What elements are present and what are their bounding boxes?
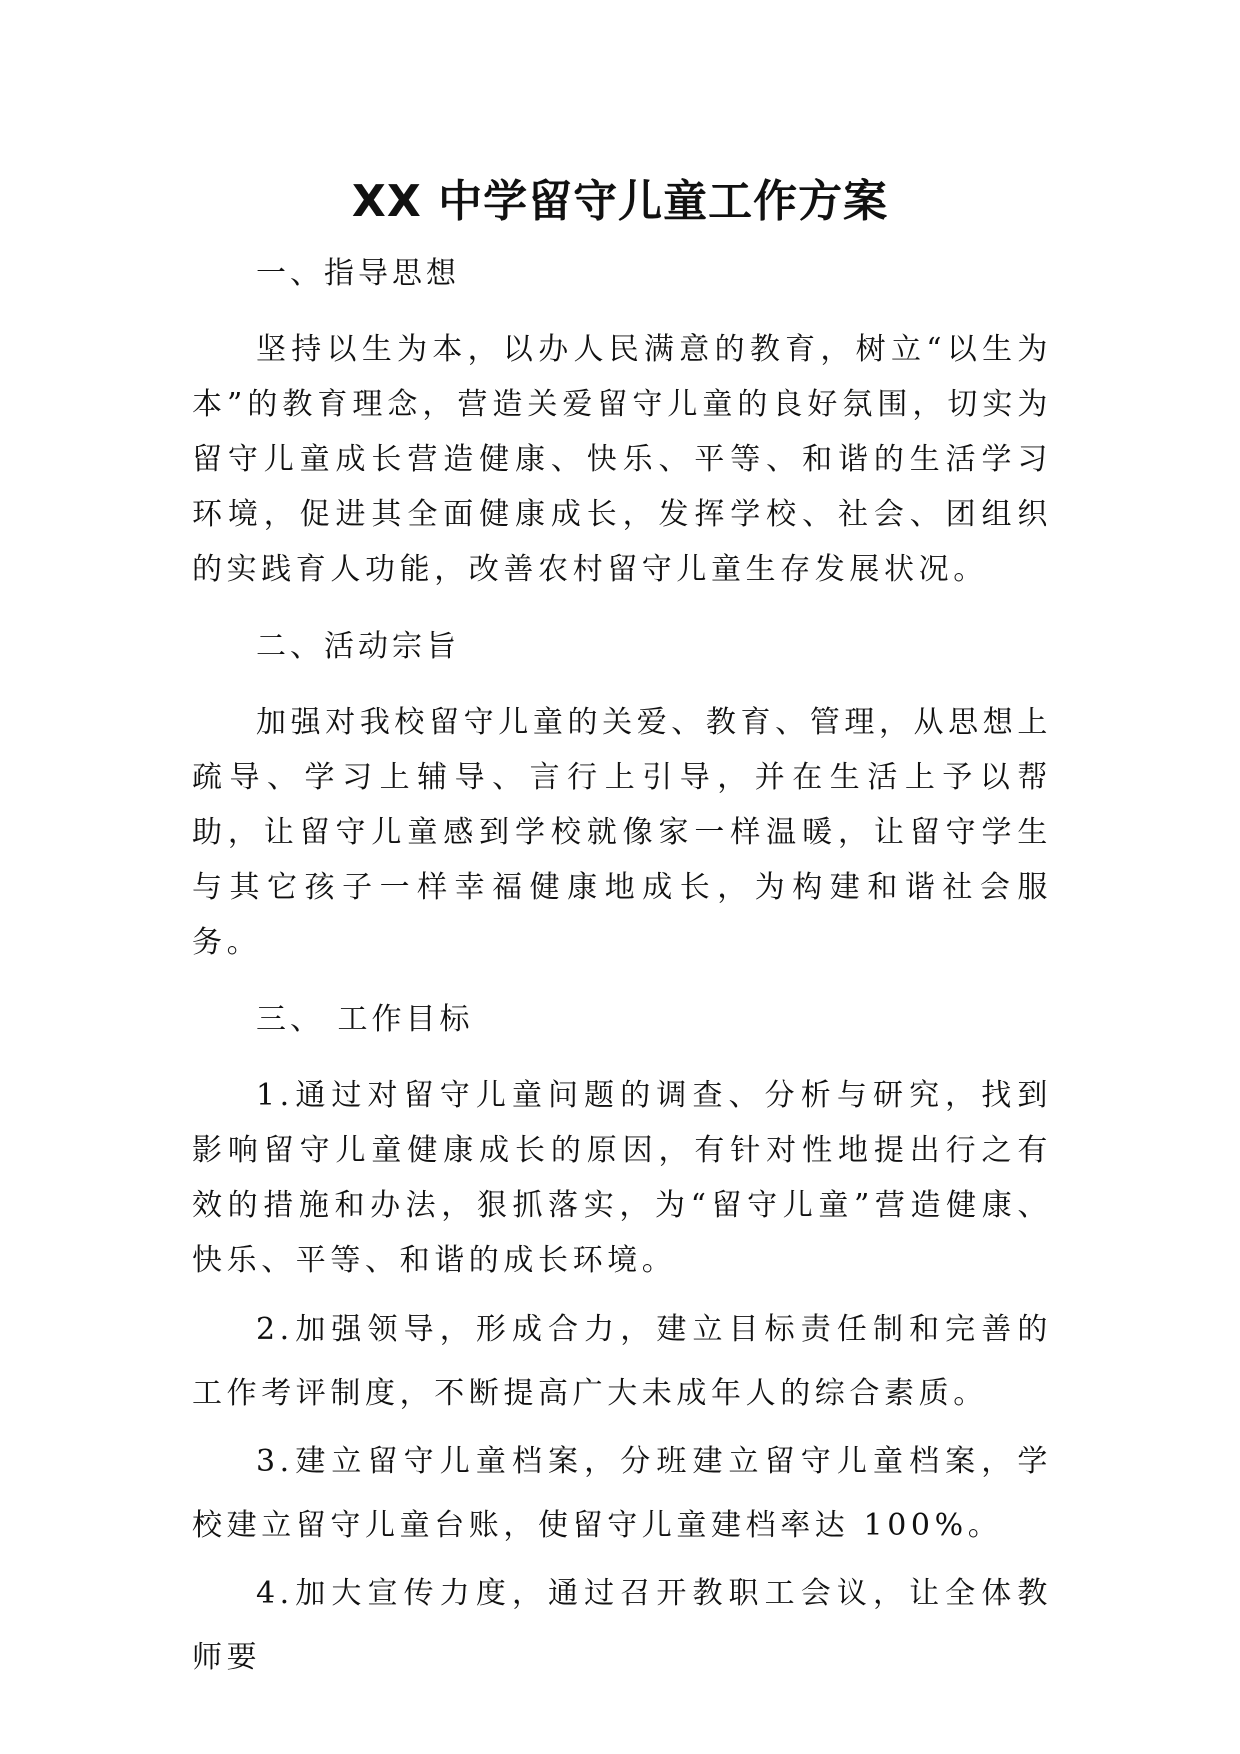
section-heading-activity-purpose: 二、活动宗旨	[256, 629, 460, 664]
paragraph-activity-purpose: 加强对我校留守儿童的关爱、教育、管理，从思想上疏导、学习上辅导、言行上引导，并在生活上予以帮助，让留守儿童感到学校就像家一样温暖，让留守学生与其它孩子一样幸福健康地成长，为构建和谐社会服务。	[192, 705, 1052, 960]
section-heading-work-goals: 三、 工作目标	[256, 1002, 474, 1037]
goal-item-3: 3.建立留守儿童档案，分班建立留守儿童档案，学校建立留守儿童台账，使留守儿童建档率达 100%。	[192, 1444, 1052, 1543]
section-heading-guiding-ideology: 一、指导思想	[256, 256, 460, 291]
document-title: XX 中学留守儿童工作方案	[351, 176, 889, 227]
goal-item-4: 4.加大宣传力度，通过召开教职工会议，让全体教师要	[192, 1576, 1052, 1675]
document-body	[192, 252, 1052, 1690]
goal-item-1: 1.通过对留守儿童问题的调查、分析与研究，找到影响留守儿童健康成长的原因，有针对性地提出行之有效的措施和办法，狠抓落实，为“留守儿童”营造健康、快乐、平等、和谐的成长环境。	[192, 1078, 1052, 1278]
paragraph-guiding-ideology: 坚持以生为本，以办人民满意的教育，树立“以生为本”的教育理念，营造关爱留守儿童的良好氛围，切实为留守儿童成长营造健康、快乐、平等、和谐的生活学习环境，促进其全面健康成长，发挥学校、社会、团组织的实践育人功能，改善农村留守儿童生存发展状况。	[192, 332, 1052, 587]
goal-item-2: 2.加强领导，形成合力，建立目标责任制和完善的工作考评制度，不断提高广大未成年人的综合素质。	[192, 1312, 1052, 1411]
